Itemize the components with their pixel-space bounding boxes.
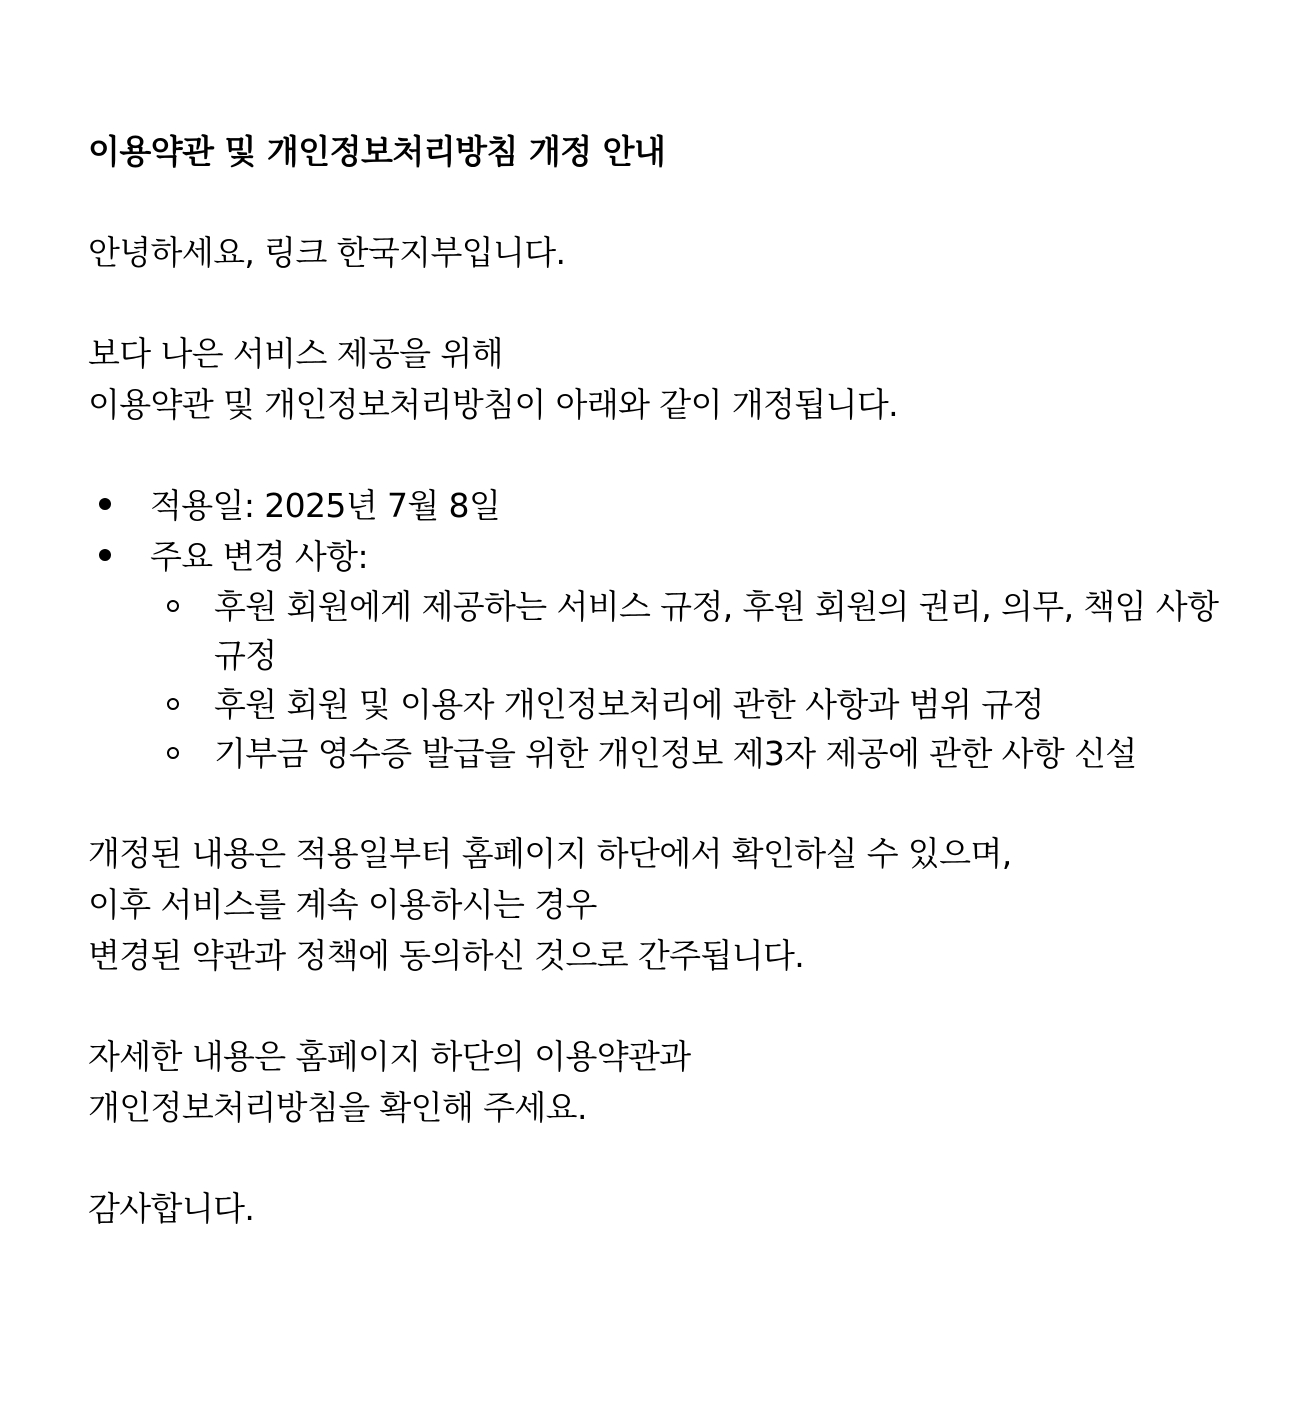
list-item-effective-date <box>88 480 1258 531</box>
notice-document <box>88 123 1258 1234</box>
consent-line: 이후 서비스를 계속 이용하시는 경우 <box>88 885 597 924</box>
detail-paragraph <box>88 1031 1258 1133</box>
spacer <box>88 981 1258 1031</box>
intro-line: 보다 나은 서비스 제공을 위해 <box>88 334 503 373</box>
change-item-text: 후원 회원 및 이용자 개인정보처리에 관한 사항과 범위 규정 <box>214 685 1044 724</box>
intro-paragraph <box>88 328 1258 430</box>
change-item <box>150 729 1258 778</box>
changes-label: 주요 변경 사항: <box>150 537 368 576</box>
closing-line: 감사합니다. <box>88 1189 255 1228</box>
change-item-text: 기부금 영수증 발급을 위한 개인정보 제3자 제공에 관한 사항 신설 <box>214 734 1137 773</box>
greeting-text <box>88 227 1258 278</box>
change-item <box>150 582 1258 680</box>
greeting-line: 안녕하세요, 링크 한국지부입니다. <box>88 233 566 272</box>
spacer <box>88 778 1258 828</box>
bullet-dot-icon <box>99 549 111 561</box>
detail-line: 개인정보처리방침을 확인해 주세요. <box>88 1088 587 1127</box>
closing-text <box>88 1183 1258 1234</box>
change-item-text: 후원 회원에게 제공하는 서비스 규정, 후원 회원의 권리, 의무, 책임 사항 규정 <box>214 587 1219 675</box>
spacer <box>88 430 1258 480</box>
spacer <box>88 181 1258 227</box>
bullet-circle-icon <box>167 600 179 612</box>
intro-line: 이용약관 및 개인정보처리방침이 아래와 같이 개정됩니다. <box>88 385 899 424</box>
effective-date-text: 적용일: 2025년 7월 8일 <box>150 486 501 525</box>
consent-line: 변경된 약관과 정책에 동의하신 것으로 간주됩니다. <box>88 936 805 975</box>
summary-list <box>88 480 1258 778</box>
list-item-changes <box>88 531 1258 778</box>
changes-sublist <box>150 582 1258 778</box>
bullet-circle-icon <box>167 747 179 759</box>
detail-line: 자세한 내용은 홈페이지 하단의 이용약관과 <box>88 1037 691 1076</box>
bullet-dot-icon <box>99 498 111 510</box>
spacer <box>88 1133 1258 1183</box>
spacer <box>88 278 1258 328</box>
consent-paragraph <box>88 828 1258 981</box>
notice-title: 이용약관 및 개인정보처리방침 개정 안내 <box>88 132 666 171</box>
consent-line: 개정된 내용은 적용일부터 홈페이지 하단에서 확인하실 수 있으며, <box>88 834 1012 873</box>
change-item <box>150 680 1258 729</box>
bullet-circle-icon <box>167 698 179 710</box>
